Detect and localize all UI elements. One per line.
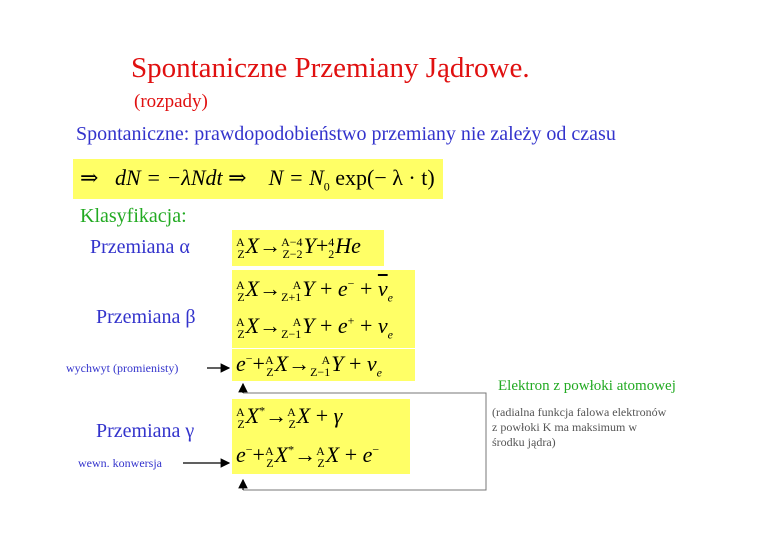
electron-note-line-1: (radialna funkcja falowa elektronów — [492, 405, 667, 419]
electron-note-line-2: z powłoki K ma maksimum w — [492, 420, 637, 434]
beta-plus-equation: A Z X→ A Z−1 $Y + e^+ + \nu_e$ — [236, 313, 393, 342]
gamma-equation-2: e−+ A Z X*→ A Z X + e− — [236, 442, 380, 470]
alpha-label: Przemiana α — [90, 236, 190, 258]
capture-equation: e−+ A Z X→ A Z−1 $Y + \nu_e$ — [236, 351, 382, 380]
decay-law-solution: N = N — [268, 165, 324, 190]
decay-law-differential: dN = −λNdt — [114, 165, 223, 190]
intro-text: Spontaniczne: prawdopodobieństwo przemiany nie zależy od czasu — [76, 123, 616, 145]
capture-label: wychwyt (promienisty) — [66, 361, 179, 375]
electron-note-line-3: środku jądra) — [492, 435, 556, 449]
beta-minus-equation: A Z X→ A Z+1 $Y + e^- + \overline{\nu}_e$ — [236, 276, 393, 305]
gamma-equation-1: A Z X*→ A Z X + γ — [236, 403, 343, 431]
classification-label: Klasyfikacja: — [80, 205, 187, 227]
electron-note-title: Elektron z powłoki atomowej — [498, 378, 676, 394]
implies-arrow-1: ⇒ — [80, 165, 99, 190]
decay-law-subscript: 0 — [323, 179, 330, 194]
implies-arrow-2: ⇒ — [228, 165, 247, 190]
page-title: Spontaniczne Przemiany Jądrowe. — [131, 52, 530, 84]
page-subtitle: (rozpady) — [134, 91, 208, 112]
conversion-label: wewn. konwersja — [78, 456, 162, 470]
alpha-equation: A Z X→ A−4 Z−2 Y+ 4 2 He — [236, 233, 361, 261]
gamma-label: Przemiana γ — [96, 420, 195, 442]
note-connector — [243, 393, 486, 490]
decay-law-exp: exp(− λ · t) — [329, 165, 435, 190]
beta-label: Przemiana β — [96, 306, 196, 328]
